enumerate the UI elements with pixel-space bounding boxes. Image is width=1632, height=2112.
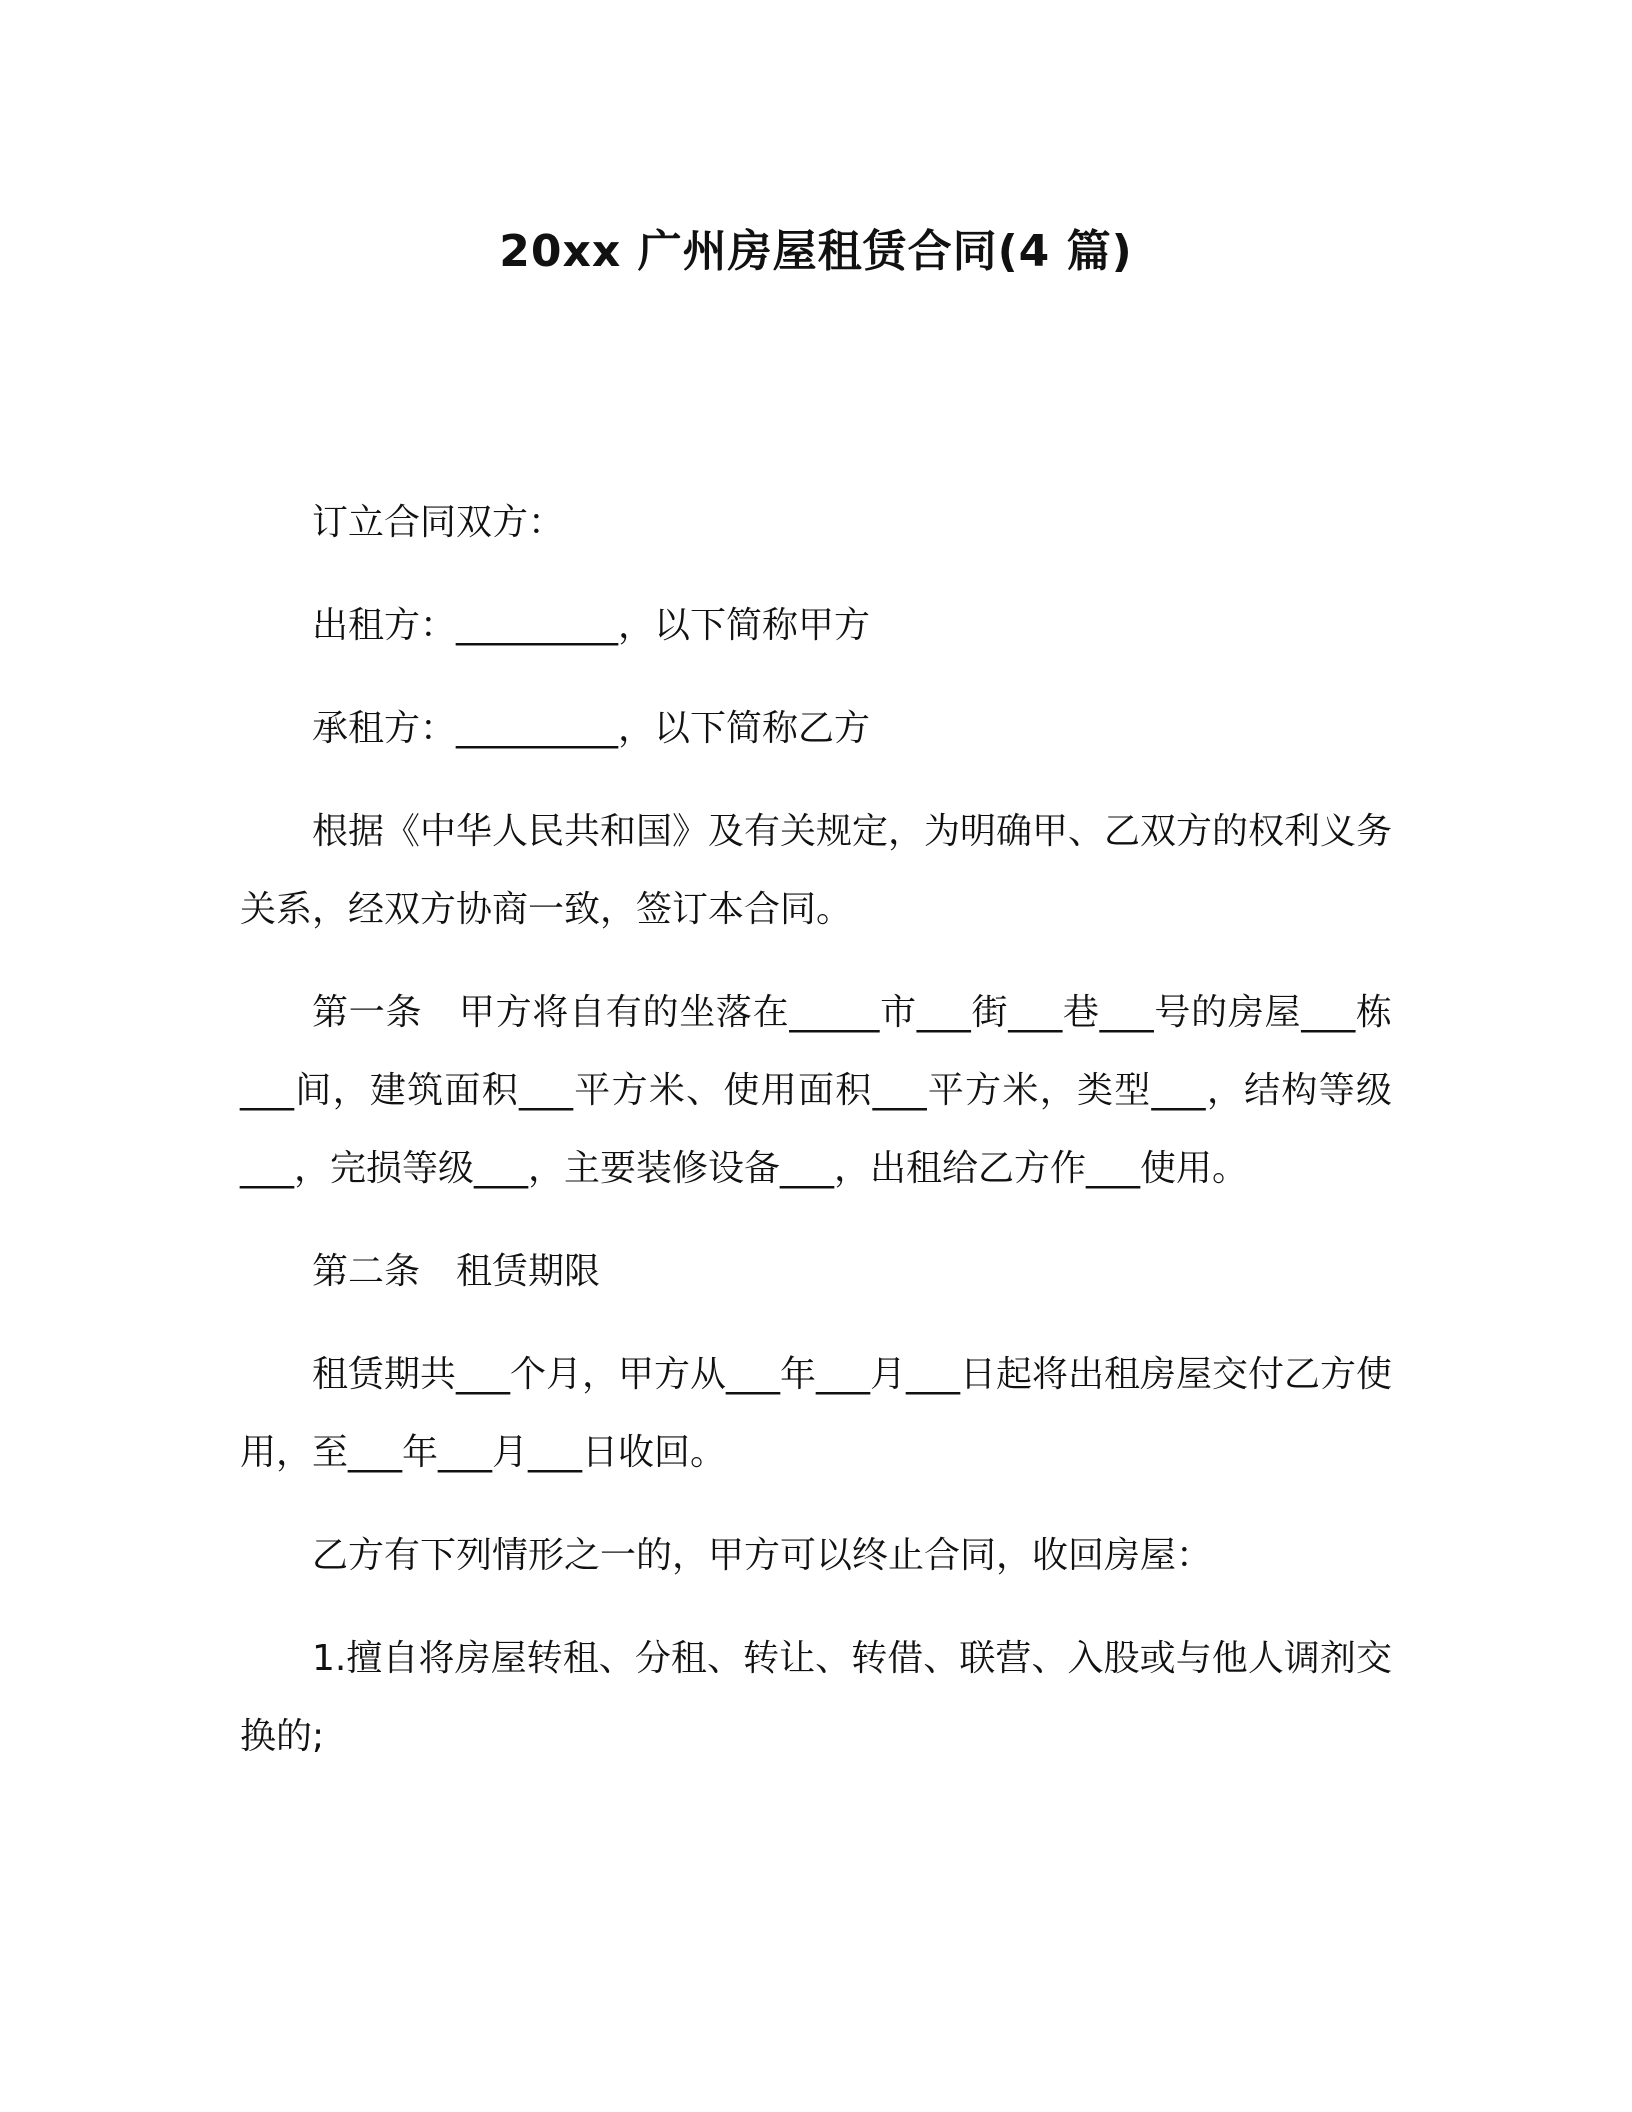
paragraph-article-two-heading: 第二条 租赁期限 <box>312 1251 601 1292</box>
paragraph-article-one: 第一条 甲方将自有的坐落在_____市___街___巷___号的房屋___栋___间，建筑面积___平方米、使用面积___平方米，类型___，结构等级___，完损等级___，主要装修设备___，出租给乙方作___使用。 <box>240 992 1392 1189</box>
document-body <box>240 484 1392 1801</box>
paragraph-preamble: 根据《中华人民共和国》及有关规定，为明确甲、乙双方的权利义务关系，经双方协商一致，签订本合同。 <box>240 811 1393 930</box>
paragraph-lessor: 出租方：_________，以下简称甲方 <box>312 605 871 646</box>
paragraph-termination-item-1: 1.擅自将房屋转租、分租、转让、转借、联营、入股或与他人调剂交换的; <box>240 1638 1392 1757</box>
paragraph-lease-term: 租赁期共___个月，甲方从___年___月___日起将出租房屋交付乙方使用，至___年___月___日收回。 <box>240 1354 1393 1473</box>
paragraph-termination-intro: 乙方有下列情形之一的，甲方可以终止合同，收回房屋： <box>312 1535 1213 1576</box>
paragraph-parties-heading: 订立合同双方： <box>312 502 565 543</box>
paragraph-lessee: 承租方：_________，以下简称乙方 <box>312 708 871 749</box>
document-title: 20xx 广州房屋租赁合同(4 篇) <box>499 226 1133 277</box>
